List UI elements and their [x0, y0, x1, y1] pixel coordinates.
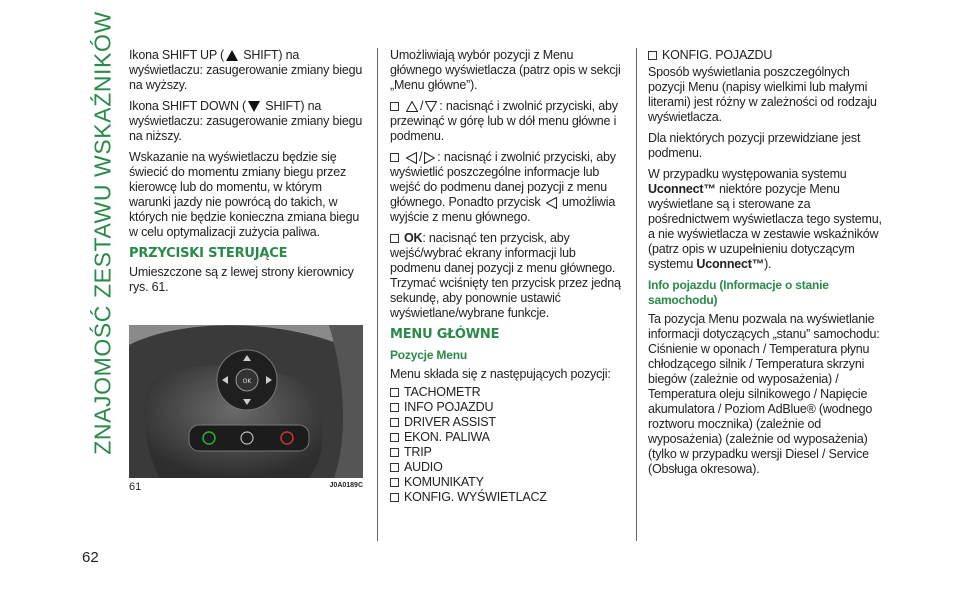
shift-info-paragraph: Wskazanie na wyświetlaczu będzie się świecić do momentu zmiany biegu przez kierowcę lub do momentu, w którym warunki jazdy nie powrócą do takich, w których nie będzie konieczna zmiana biegu w celu optymalizacji zużycia paliwa.	[129, 150, 360, 239]
column-1	[129, 48, 364, 301]
shift-down-paragraph: Ikona SHIFT DOWN ( SHIFT) na wyświetlaczu: zasugerowanie zmiany biegu na niższy.	[129, 99, 363, 143]
list-item: INFO POJAZDU	[390, 400, 625, 415]
down-button-icon	[425, 101, 437, 112]
shift-down-arrow-icon	[248, 101, 260, 112]
bullet-square-icon	[648, 51, 657, 60]
side-title-text: ZNAJOMOŚĆ ZESTAWU WSKAŹNIKÓW	[89, 10, 116, 455]
bullet-square-icon	[390, 478, 399, 487]
list-item: KOMUNIKATY	[390, 475, 625, 490]
figure-caption	[129, 481, 363, 493]
right-button-icon	[424, 152, 435, 164]
list-item: TRIP	[390, 445, 625, 460]
column-divider	[636, 48, 637, 541]
column-3	[648, 48, 888, 483]
section-heading-menu: MENU GŁÓWNE	[390, 327, 500, 342]
bullet-square-icon	[390, 433, 399, 442]
ok-paragraph: OK: nacisnąć ten przycisk, aby wejść/wybrać ekrany informacji lub podmenu danej pozycji z menu głównego. Trzymać wciśnięty ten przycisk przez jedną sekundę, aby ponownie ustawić wyświetlane/wybrane funkcje.	[390, 231, 621, 320]
bullet-square-icon	[390, 234, 399, 243]
list-item: AUDIO	[390, 460, 625, 475]
shift-up-arrow-icon	[226, 50, 238, 61]
bullet-square-icon	[390, 448, 399, 457]
bullet-square-icon	[390, 102, 399, 111]
section-heading-buttons: PRZYCISKI STERUJĄCE	[129, 246, 288, 261]
buttons-paragraph: Umieszczone są z lewej strony kierownicy rys. 61.	[129, 265, 354, 294]
shift-up-paragraph: Ikona SHIFT UP ( SHIFT) na wyświetlaczu: zasugerowanie zmiany biegu na wyższy.	[129, 48, 363, 92]
bullet-square-icon	[390, 153, 399, 162]
column-2	[390, 48, 625, 505]
bullet-square-icon	[390, 403, 399, 412]
display-mode-paragraph: Sposób wyświetlania poszczególnych pozycji Menu (napisy wielkimi lub małymi literami) jest różny w zależności od rodzaju wyświetlacza.	[648, 65, 877, 124]
bullet-square-icon	[390, 418, 399, 427]
up-down-paragraph: / : nacisnąć i zwolnić przyciski, aby przewinąć w górę lub w dół menu główne i podmenu.	[390, 99, 618, 143]
figure-number: 61	[129, 481, 142, 493]
left-right-paragraph: / : nacisnąć i zwolnić przyciski, aby wyświetlić poszczególne informacje lub wejść do podmenu danej pozycji z menu głównego. Ponadto przycisk umożliwia wyjście z menu głównego.	[390, 150, 616, 224]
steering-wheel-illustration	[129, 325, 363, 478]
up-button-icon	[406, 101, 418, 112]
bullet-square-icon	[390, 463, 399, 472]
vehicle-info-paragraph: Ta pozycja Menu pozwala na wyświetlanie informacji dotyczących „stanu” samochodu: Ciśnienie w oponach / Temperatura płynu chłodzącego silnik / Temperatura skrzyni biegów (zależnie od wyposażenia) / Temperatura oleju silnikowego / Napięcie akumulatora / Poziom AdBlue® (wodnego roztworu mocznika) (zależnie od wyposażenia) (zależnie od wyposażenia) (tylko w przypadku wersji Diesel / Service (Obsługa okresowa).	[648, 312, 880, 476]
side-title	[86, 10, 120, 455]
submenu-paragraph: Dla niektórych pozycji przewidziane jest podmenu.	[648, 131, 861, 160]
bullet-square-icon	[390, 388, 399, 397]
uconnect-paragraph: W przypadku występowania systemu Uconnect™ niektóre pozycje Menu wyświetlane są i sterowane za pośrednictwem wyświetlacza tego systemu, a nie wyświetlacza w zestawie wskaźników (patrz opis w uzupełnieniu dotyczącym systemu Uconnect™).	[648, 167, 882, 271]
steering-wheel-figure	[129, 325, 363, 478]
list-item: EKON. PALIWA	[390, 430, 625, 445]
list-item: KONFIG. WYŚWIETLACZ	[390, 490, 625, 505]
left-button-icon	[546, 197, 557, 209]
column-divider	[377, 48, 378, 541]
subheading-menu-items: Pozycje Menu	[390, 348, 467, 362]
figure-code: J0A0189C	[329, 482, 363, 489]
menu-items-list	[390, 385, 625, 505]
ok-button-label: OK	[242, 378, 252, 385]
list-item: DRIVER ASSIST	[390, 415, 625, 430]
list-item: KONFIG. POJAZDU	[648, 48, 888, 63]
page-number: 62	[82, 549, 99, 566]
bullet-square-icon	[390, 493, 399, 502]
subheading-vehicle-info: Info pojazdu (Informacje o stanie samochodu)	[648, 278, 829, 307]
menu-items-intro: Menu składa się z następujących pozycji:	[390, 367, 611, 381]
menu-intro-paragraph: Umożliwiają wybór pozycji z Menu głównego wyświetlacza (patrz opis w sekcji „Menu główne”).	[390, 48, 621, 92]
list-item: TACHOMETR	[390, 385, 625, 400]
left-button-icon	[406, 152, 417, 164]
